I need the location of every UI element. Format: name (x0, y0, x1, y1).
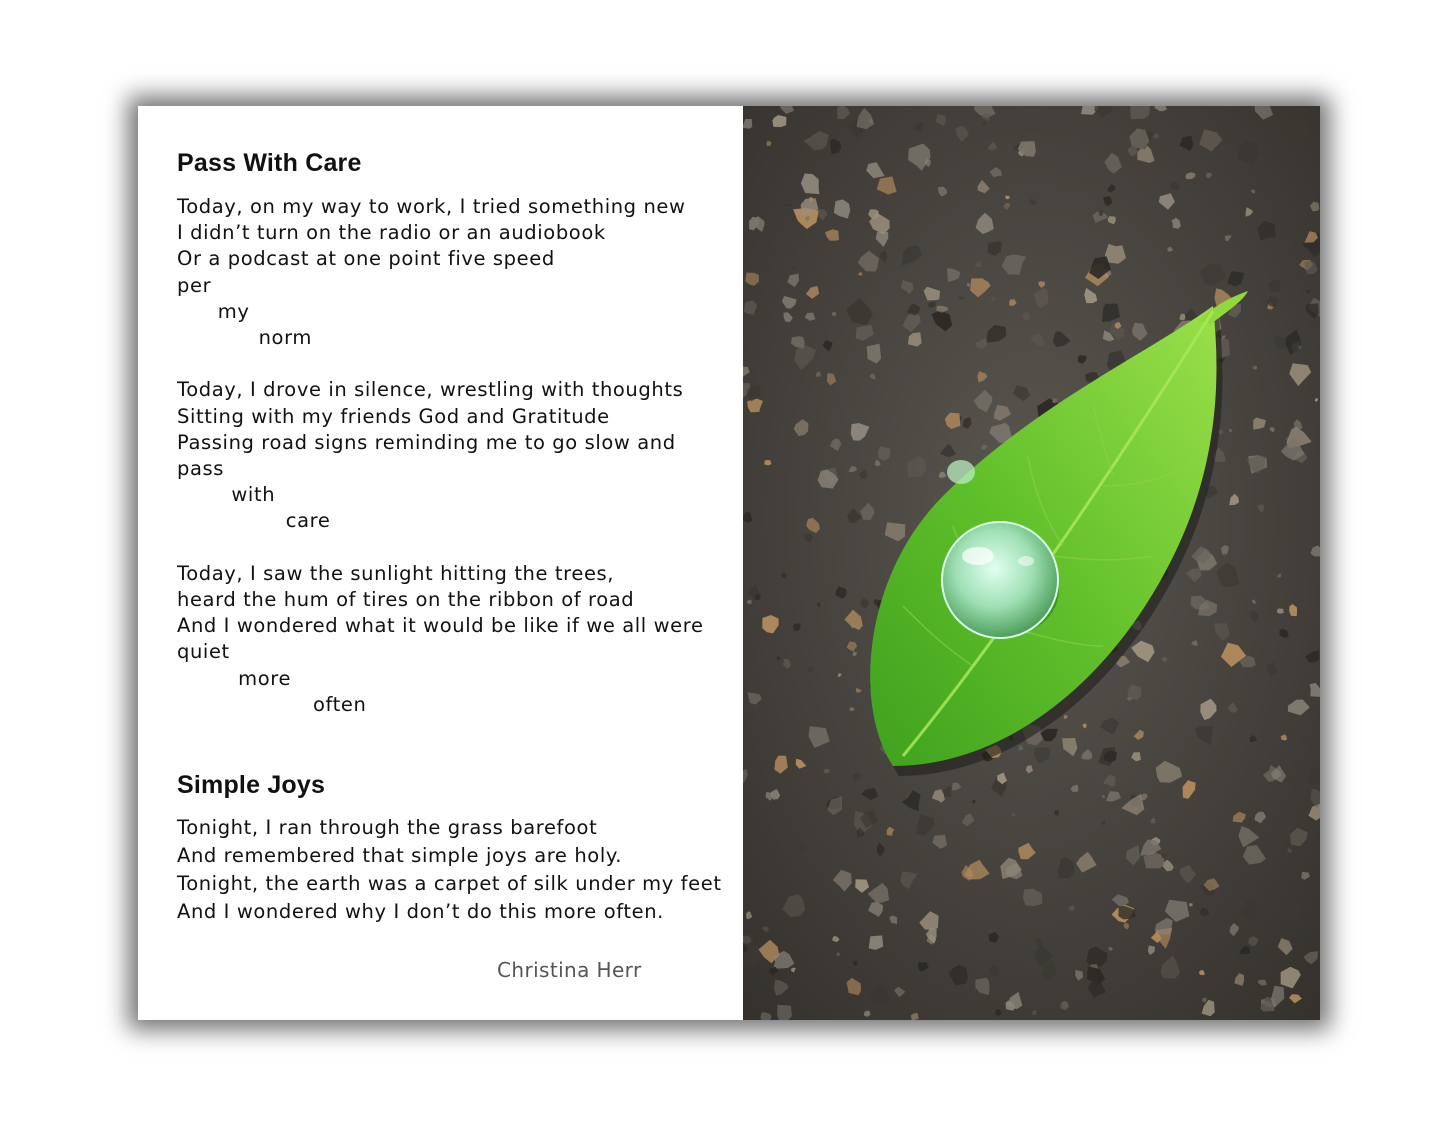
leaf-photo (743, 106, 1320, 1020)
poem-line: Tonight, I ran through the grass barefoot (177, 816, 598, 840)
author-signature: Christina Herr (497, 958, 642, 982)
leaf-droplet-image (743, 106, 1320, 1020)
poem-line: And remembered that simple joys are holy. (177, 844, 622, 868)
poem-line: more (177, 666, 292, 690)
poem-line: Tonight, the earth was a carpet of silk under my feet (177, 872, 722, 896)
poem-line: my (177, 299, 250, 323)
poem-line: Today, on my way to work, I tried something new (177, 195, 686, 218)
text-panel (138, 106, 743, 1020)
poem-pass-with-care (177, 146, 743, 718)
poem-line: And I wondered why I don’t do this more often. (177, 900, 664, 924)
water-droplet (942, 522, 1058, 638)
poem-title: Pass With Care (177, 149, 362, 177)
poem-line: heard the hum of tires on the ribbon of road (177, 588, 635, 612)
poem-line: care (177, 509, 331, 533)
poem-line: with (177, 483, 276, 507)
poem-body (177, 814, 743, 926)
poem-line: I didn’t turn on the radio or an audiobook (177, 221, 606, 245)
poem-card (138, 106, 1320, 1020)
poem-line: Sitting with my friends God and Gratitude (177, 404, 610, 428)
poem-line: pass (177, 457, 225, 481)
poem-line (177, 351, 743, 377)
poem-line: per (177, 273, 212, 297)
poem-line: Today, I drove in silence, wrestling with thoughts (177, 378, 684, 402)
poem-line: norm (177, 326, 312, 350)
poem-line: often (177, 692, 367, 716)
poem-line (177, 535, 743, 561)
poem-line: And I wondered what it would be like if we all were (177, 614, 704, 638)
poem-simple-joys (177, 768, 743, 926)
poem-line: Or a podcast at one point five speed (177, 247, 555, 271)
poem-line: Today, I saw the sunlight hitting the trees, (177, 561, 615, 585)
poem-title: Simple Joys (177, 771, 326, 800)
poem-line: Passing road signs reminding me to go slow and (177, 430, 676, 454)
poem-line: quiet (177, 640, 230, 664)
poem-body (177, 194, 743, 718)
